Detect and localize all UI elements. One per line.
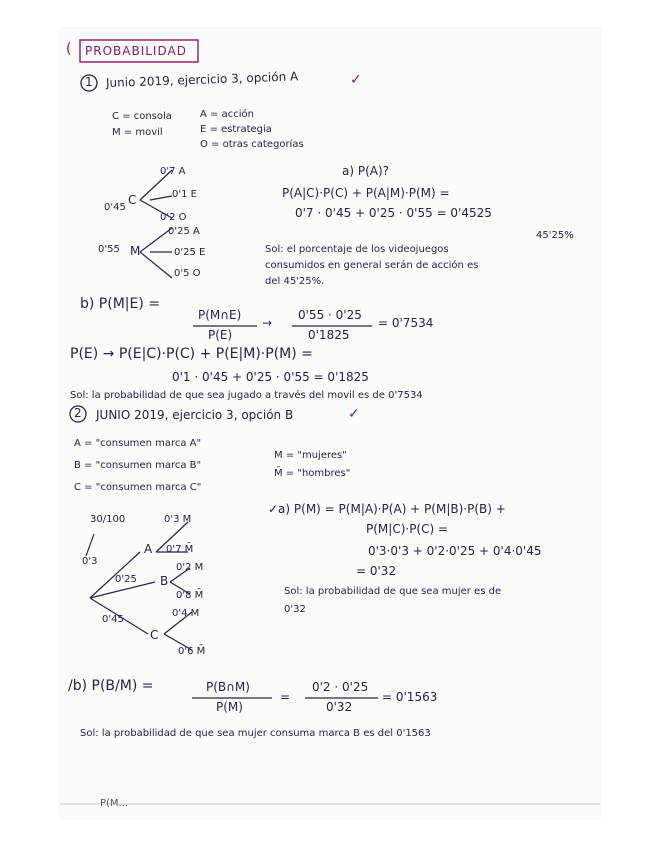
tree-2-lines <box>90 522 192 650</box>
p1-b-lhs: b) P(M|E) = <box>80 296 160 312</box>
tree2-B-nM: 0'8 M̄ <box>176 590 204 601</box>
p2-a-line4: = 0'32 <box>356 564 397 578</box>
p2-a-line3: 0'3·0'3 + 0'2·0'25 + 0'4·0'45 <box>368 544 542 558</box>
tree1-M-O: 0'5 O <box>174 268 201 279</box>
tree2-pA: 0'3 <box>82 556 98 567</box>
p1-b-den: P(E) <box>208 328 233 342</box>
tree2-node-C: C <box>150 628 159 642</box>
tree-1-lines <box>140 170 172 278</box>
p1-b-num: P(M∩E) <box>198 308 242 322</box>
p2-def-right-1: M = "mujeres" <box>274 450 347 461</box>
tree2-node-A: A <box>144 542 153 556</box>
p2-def-left-1: A = "consumen marca A" <box>74 438 202 449</box>
tree2-note: 30/100 <box>90 514 126 525</box>
p2-sol-a-1: Sol: la probabilidad de que sea mujer es de <box>284 586 502 597</box>
check-icon: ✓ <box>350 72 362 88</box>
p2-b-den2: 0'32 <box>326 700 353 714</box>
page-title: PROBABILIDAD <box>85 44 187 58</box>
arrow-icon: → <box>262 316 273 330</box>
p1-a-line1: P(A|C)·P(C) + P(A|M)·P(M) = <box>282 186 450 200</box>
tree2-B-M: 0'2 M <box>176 562 204 573</box>
p2-b-num2: 0'2 · 0'25 <box>312 680 369 694</box>
p1-a-result: 45'25% <box>536 230 574 241</box>
tree2-A-M: 0'3 M <box>164 514 192 525</box>
tree1-pM: 0'55 <box>98 244 120 255</box>
problem-1-number: 1 <box>85 75 93 89</box>
p1-sol-b: Sol: la probabilidad de que sea jugado a través del movil es de 0'7534 <box>70 390 423 401</box>
p2-a-line1: ✓a) P(M) = P(M|A)·P(A) + P(M|B)·P(B) + <box>268 502 506 516</box>
tree2-pB: 0'25 <box>115 574 137 585</box>
problem-2-number: 2 <box>74 406 82 420</box>
p1-pe-line2: 0'1 · 0'45 + 0'25 · 0'55 = 0'1825 <box>172 370 369 384</box>
def-right-2: E = estrategia <box>200 124 272 135</box>
tree1-C-A: 0'7 A <box>160 166 186 177</box>
equals-sign: = <box>280 690 291 704</box>
def-right-3: O = otras categorías <box>200 139 304 150</box>
check-icon: ✓ <box>348 406 360 422</box>
p1-sol-a-3: del 45'25%. <box>265 276 325 287</box>
p1-sol-a-1: Sol: el porcentaje de los videojuegos <box>265 244 449 255</box>
p1-pe-line1: P(E) → P(E|C)·P(C) + P(E|M)·P(M) = <box>70 346 313 362</box>
tree2-C-M: 0'4 M <box>172 608 200 619</box>
p2-b-num: P(B∩M) <box>206 680 250 694</box>
p2-b-lhs: /b) P(B/M) = <box>68 678 154 694</box>
def-left-2: M = movil <box>112 127 163 138</box>
p2-sol-b: Sol: la probabilidad de que sea mujer consuma marca B es del 0'1563 <box>80 728 431 739</box>
tree1-M-E: 0'25 E <box>174 247 206 258</box>
p2-b-den: P(M) <box>216 700 243 714</box>
def-left-1: C = consola <box>112 111 172 122</box>
tree2-C-nM: 0'6 M̄ <box>178 646 206 657</box>
tree1-C-O: 0'2 O <box>160 212 187 223</box>
header-prefix: ( <box>66 41 72 57</box>
p1-a-line2: 0'7 · 0'45 + 0'25 · 0'55 = 0'4525 <box>295 206 492 220</box>
tree2-node-B: B <box>160 574 169 588</box>
arrow-note <box>86 534 94 556</box>
p2-a-line2: P(M|C)·P(C) = <box>366 522 449 536</box>
problem-2-heading: JUNIO 2019, ejercicio 3, opción B <box>96 408 294 422</box>
p2-def-right-2: M̄ = "hombres" <box>274 468 351 479</box>
footer-cut-text: P(M... <box>100 798 129 809</box>
notebook-page <box>60 28 600 818</box>
def-right-1: A = acción <box>200 109 254 120</box>
problem-1-heading: Junio 2019, ejercicio 3, opción A <box>105 69 299 90</box>
p2-sol-a-2: 0'32 <box>284 604 306 615</box>
p2-def-left-2: B = "consumen marca B" <box>74 460 202 471</box>
p2-b-result: = 0'1563 <box>382 690 438 704</box>
p1-sol-a-2: consumidos en general serán de acción es <box>265 260 479 271</box>
tree1-node-C: C <box>128 193 137 207</box>
p2-def-left-3: C = "consumen marca C" <box>74 482 202 493</box>
tree1-C-E: 0'1 E <box>172 189 197 200</box>
p1-question-a: a) P(A)? <box>342 164 390 178</box>
tree1-node-M: M <box>130 244 141 258</box>
p1-b-num2: 0'55 · 0'25 <box>298 308 362 322</box>
tree2-A-nM: 0'7 M̄ <box>166 544 194 555</box>
p1-b-result: = 0'7534 <box>378 316 434 330</box>
tree1-M-A: 0'25 A <box>168 226 200 237</box>
tree1-pC: 0'45 <box>104 202 126 213</box>
tree2-pC: 0'45 <box>102 614 124 625</box>
p1-b-den2: 0'1825 <box>308 328 350 342</box>
